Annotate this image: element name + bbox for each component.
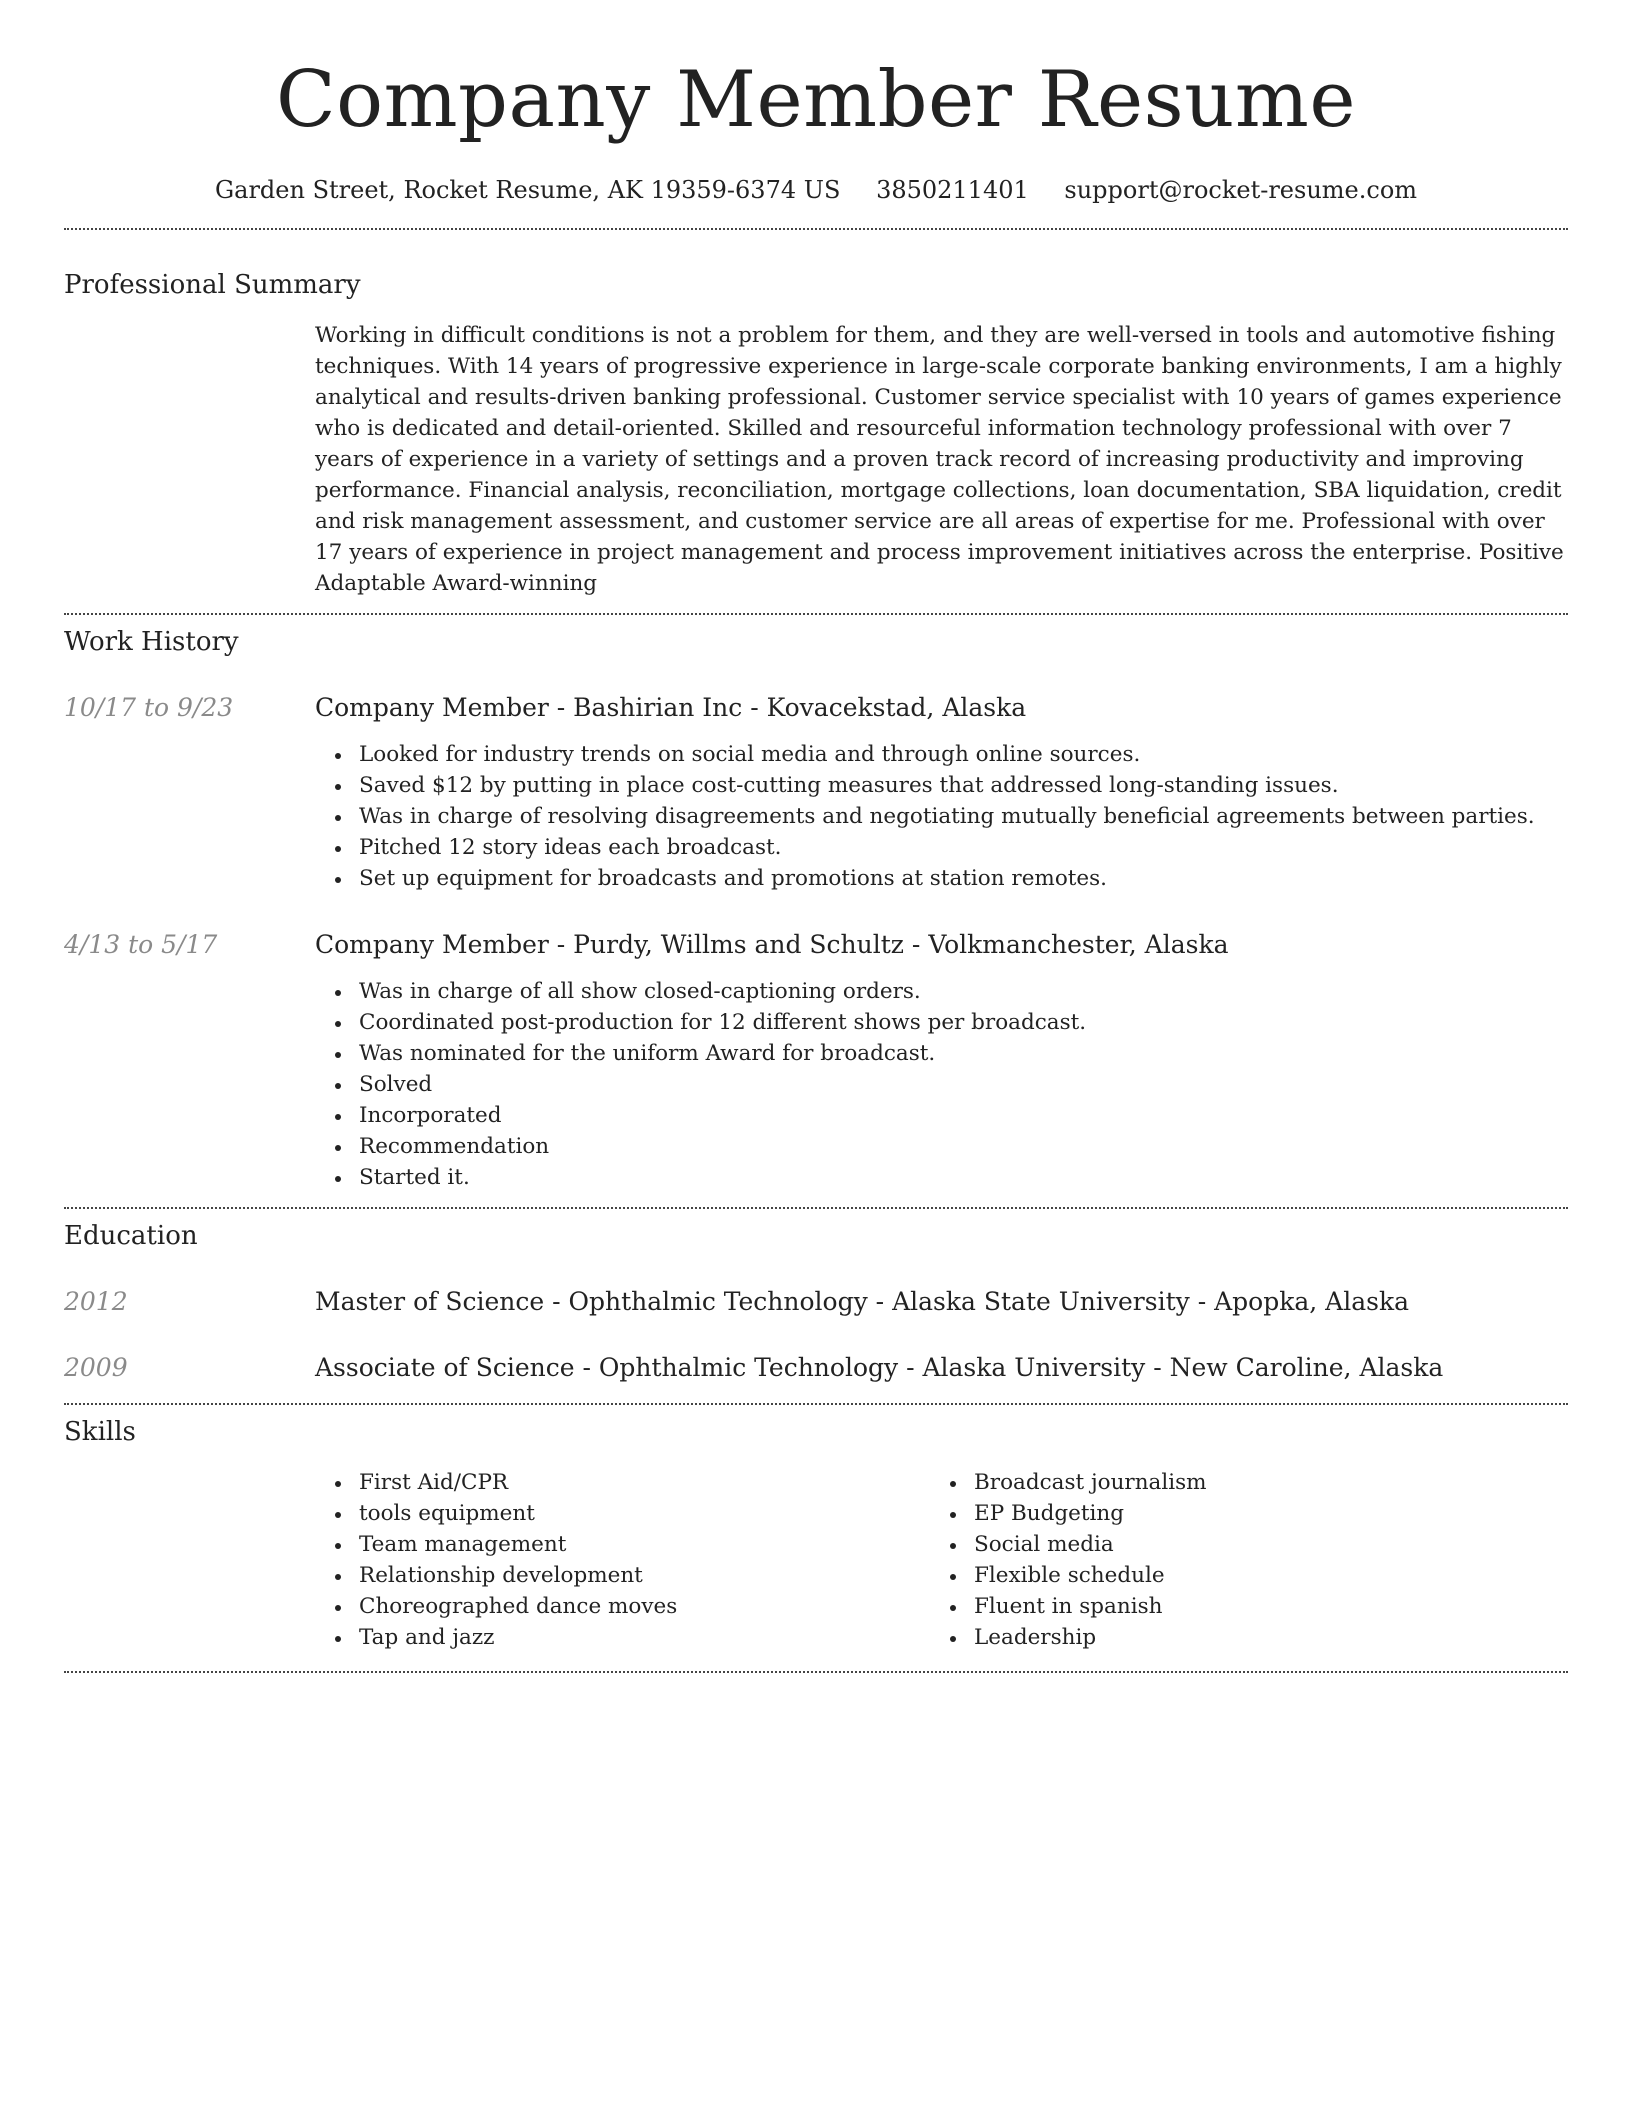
contact-line — [0, 174, 1632, 206]
separator: - — [548, 930, 574, 959]
job-title: Company Member — [315, 693, 549, 722]
job-heading — [315, 691, 1568, 725]
skill-item: EP Budgeting — [974, 1498, 1568, 1529]
contact-address: Garden Street, Rocket Resume, AK 19359-6374 US — [214, 176, 841, 204]
skill-item: Relationship development — [359, 1560, 930, 1591]
job-dates: 10/17 to 9/23 — [64, 693, 234, 722]
job-content — [315, 691, 1568, 894]
education-content — [315, 1285, 1568, 1319]
education-heading: Education — [64, 1221, 198, 1251]
skills-list-left — [315, 1467, 930, 1653]
job-company: Purdy, Willms and Schultz — [573, 930, 904, 959]
job-title: Company Member — [315, 930, 549, 959]
skill-item: Social media — [974, 1529, 1568, 1560]
contact-email: support@rocket-resume.com — [1064, 176, 1418, 204]
skills-columns — [315, 1467, 1568, 1653]
job-bullet: Was nominated for the uniform Award for broadcast. — [359, 1038, 1568, 1069]
skill-item: First Aid/CPR — [359, 1467, 930, 1498]
skills-column-right — [930, 1467, 1568, 1653]
skill-item: Tap and jazz — [359, 1622, 930, 1653]
skill-item: Leadership — [974, 1622, 1568, 1653]
divider — [64, 1207, 1568, 1209]
divider — [64, 1403, 1568, 1405]
job-bullet: Was in charge of resolving disagreements and negotiating mutually beneficial agreements between parties. — [359, 801, 1568, 832]
education-section — [64, 1219, 1568, 1385]
skill-item: Choreographed dance moves — [359, 1591, 930, 1622]
job-bullets — [315, 976, 1568, 1193]
job-company: Bashirian Inc — [573, 693, 743, 722]
education-details: - Alaska State University - Apopka, Alaska — [867, 1287, 1409, 1316]
summary-text: Working in difficult conditions is not a problem for them, and they are well-versed in tools and automotive fishing techniques. With 14 years of progressive experience in large-scale corporate banking environments, I am a highly analytical and results-driven banking professional. Customer service specialist with 10 years of games experience who is dedicated and detail-oriented. Skilled and resourceful information technology professional with over 7 years of experience in a variety of settings and a proven track record of increasing productivity and improving performance. Financial analysis, reconciliation, mortgage collections, loan documentation, SBA liquidation, credit and risk management assessment, and customer service are all areas of expertise for me. Professional with over 17 years of experience in project management and process improvement initiatives across the enterprise. Positive Adaptable Award-winning — [315, 323, 1564, 596]
skill-item: Flexible schedule — [974, 1560, 1568, 1591]
job-location: Volkmanchester, Alaska — [928, 930, 1229, 959]
job-entry — [64, 691, 1568, 894]
job-list — [64, 691, 1568, 1193]
job-dates: 4/13 to 5/17 — [64, 930, 218, 959]
job-bullet: Saved $12 by putting in place cost-cutting measures that addressed long-standing issues. — [359, 770, 1568, 801]
skill-item: Fluent in spanish — [974, 1591, 1568, 1622]
resume-title: Company Member Resume — [275, 55, 1357, 145]
job-bullet: Solved — [359, 1069, 1568, 1100]
separator: - — [548, 693, 574, 722]
job-entry — [64, 928, 1568, 1193]
skill-item: Broadcast journalism — [974, 1467, 1568, 1498]
job-bullets — [315, 739, 1568, 894]
job-bullet: Started it. — [359, 1162, 1568, 1193]
education-content — [315, 1351, 1568, 1385]
skills-heading: Skills — [64, 1417, 136, 1447]
job-bullet: Pitched 12 story ideas each broadcast. — [359, 832, 1568, 863]
job-content — [315, 928, 1568, 1193]
separator: - — [742, 693, 767, 722]
divider — [64, 1671, 1568, 1673]
education-details: - Alaska University - New Caroline, Alaska — [898, 1353, 1444, 1382]
job-bullet: Looked for industry trends on social media and through online sources. — [359, 739, 1568, 770]
summary-heading: Professional Summary — [64, 270, 361, 300]
skills-section — [64, 1415, 1568, 1653]
education-year: 2009 — [64, 1353, 128, 1382]
job-bullet: Incorporated — [359, 1100, 1568, 1131]
summary-section — [64, 268, 1568, 599]
skill-item: Team management — [359, 1529, 930, 1560]
education-entry — [64, 1351, 1568, 1385]
job-bullet: Was in charge of all show closed-captioning orders. — [359, 976, 1568, 1007]
contact-phone: 3850211401 — [876, 176, 1029, 204]
education-year: 2012 — [64, 1287, 128, 1316]
job-bullet: Set up equipment for broadcasts and promotions at station remotes. — [359, 863, 1568, 894]
education-degree: Associate of Science - Ophthalmic Technology — [315, 1353, 899, 1382]
divider — [64, 228, 1568, 230]
education-list — [64, 1285, 1568, 1385]
job-location: Kovacekstad, Alaska — [766, 693, 1027, 722]
education-entry — [64, 1285, 1568, 1319]
work-history-section — [64, 625, 1568, 1193]
skills-column-left — [315, 1467, 930, 1653]
skills-list-right — [930, 1467, 1568, 1653]
job-bullet: Recommendation — [359, 1131, 1568, 1162]
job-heading — [315, 928, 1568, 962]
skill-item: tools equipment — [359, 1498, 930, 1529]
education-degree: Master of Science - Ophthalmic Technology — [315, 1287, 868, 1316]
work-history-heading: Work History — [64, 627, 239, 657]
divider — [64, 613, 1568, 615]
job-bullet: Coordinated post-production for 12 different shows per broadcast. — [359, 1007, 1568, 1038]
separator: - — [903, 930, 929, 959]
